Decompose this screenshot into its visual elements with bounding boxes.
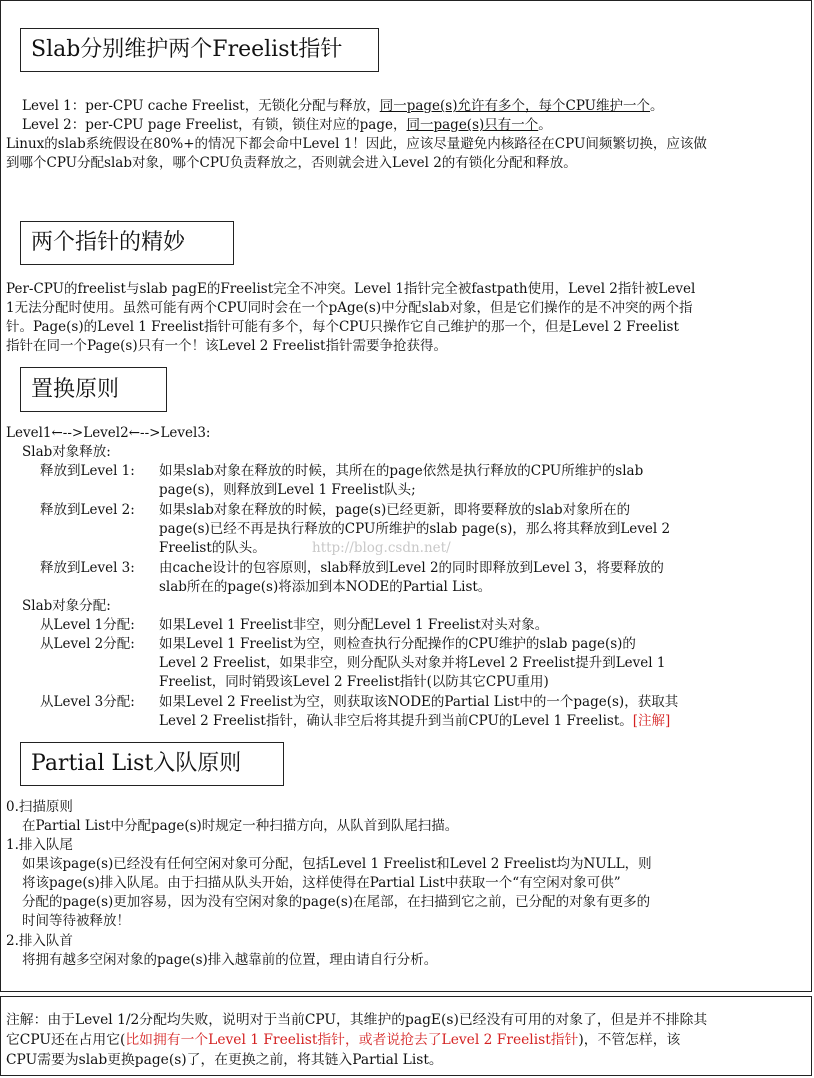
alloc-l2-text-2: Level 2 Freelist，如果非空，则分配队头对象并将Level 2 Freelist提升到Level 1 (159, 655, 666, 671)
tail-rule-text-3: 分配的page(s)更加容易，因为没有空闲对象的page(s)在尾部，在扫描到它之前，已分配的对象有更多的 (22, 894, 651, 910)
tail-rule-text-1: 如果该page(s)已经没有任何空闲对象可分配，包括Level 1 Freelist和Level 2 Freelist均为NULL，则 (22, 856, 652, 872)
level-chain: Level1←-->Level2←-->Level3: (6, 425, 211, 441)
footnote-line-3: CPU需要为slab更换page(s)了，在更换之前，将其链入Partial List。 (6, 1052, 443, 1068)
release-l2-label: 释放到Level 2: (40, 502, 135, 518)
alloc-title: Slab对象分配: (22, 598, 111, 614)
heading-partial-list: Partial List入队原则 (20, 742, 284, 786)
alloc-l2-label: 从Level 2分配: (40, 636, 135, 652)
heading-replacement-rules: 置换原则 (20, 367, 167, 412)
tail-rule-text-2: 将该page(s)排入队尾。由于扫描从队头开始，这样使得在Partial List中获取一个“有空闲对象可供” (22, 875, 621, 891)
release-l3-text-1: 由cache设计的包容原则，slab释放到Level 2的同时即释放到Level 3，将要释放的 (159, 560, 664, 576)
alloc-l3-label: 从Level 3分配: (40, 694, 135, 710)
release-l2-text-1: 如果slab对象在释放的时候，page(s)已经更新，即将要释放的slab对象所在的 (159, 502, 631, 518)
section2-line-4: 指针在同一个Page(s)只有一个！该Level 2 Freelist指针需要争抢获得。 (6, 338, 447, 354)
alloc-l3-text-2: Level 2 Freelist指针，确认非空后将其提升到当前CPU的Level 1 Freelist。[注解] (159, 713, 671, 729)
alloc-l3-text-1: 如果Level 2 Freelist为空，则获取该NODE的Partial List中的一个page(s)，获取其 (159, 694, 679, 710)
alloc-l1-label: 从Level 1分配: (40, 617, 135, 633)
level1-line: Level 1：per-CPU cache Freelist，无锁化分配与释放，同一page(s)允许有多个，每个CPU维护一个。 (22, 98, 664, 114)
head-rule-text-1: 将拥有越多空闲对象的page(s)排入越靠前的位置，理由请自行分析。 (22, 952, 438, 968)
alloc-l2-text-1: 如果Level 1 Freelist为空，则检查执行分配操作的CPU维护的slab page(s)的 (159, 636, 636, 652)
release-title: Slab对象释放: (22, 444, 111, 460)
linux-paragraph-line-2: 到哪个CPU分配slab对象，哪个CPU负责释放之，否则就会进入Level 2的有锁化分配和释放。 (6, 155, 577, 171)
tail-rule-text-4: 时间等待被释放！ (22, 913, 130, 929)
note-link[interactable]: [注解] (632, 713, 671, 729)
alloc-l2-text-3: Freelist，同时销毁该Level 2 Freelist指针(以防其它CPU重用) (159, 674, 549, 690)
release-l1-label: 释放到Level 1: (40, 463, 135, 479)
section2-line-3: 针。Page(s)的Level 1 Freelist指针可能有多个，每个CPU只操作它自己维护的那一个，但是Level 2 Freelist (6, 319, 679, 335)
release-l1-text-2: page(s)，则释放到Level 1 Freelist队头; (159, 482, 416, 498)
release-l2-text-3: Freelist的队头。 (159, 540, 266, 556)
footnote-line-2: 它CPU还在占用它(比如拥有一个Level 1 Freelist指针，或者说抢去了Level 2 Freelist指针)，不管怎样，该 (6, 1032, 681, 1048)
alloc-l1-text-1: 如果Level 1 Freelist非空，则分配Level 1 Freelist对头对象。 (159, 617, 549, 633)
section2-line-2: 1无法分配时使用。虽然可能有两个CPU同时会在一个pAge(s)中分配slab对象，但是它们操作的是不冲突的两个指 (6, 300, 693, 316)
release-l2-text-2: page(s)已经不再是执行释放的CPU所维护的slab page(s)，那么将其释放到Level 2 (159, 521, 671, 537)
tail-rule-title: 1.排入队尾 (6, 837, 73, 853)
head-rule-title: 2.排入队首 (6, 933, 73, 949)
blog-watermark: http://blog.csdn.net/ (312, 540, 451, 556)
heading-pointer-subtlety: 两个指针的精妙 (20, 221, 234, 265)
linux-paragraph-line-1: Linux的slab系统假设在80%+的情况下都会命中Level 1！因此，应该尽量避免内核路径在CPU间频繁切换，应该做 (6, 136, 707, 152)
release-l3-text-2: slab所在的page(s)将添加到本NODE的Partial List。 (159, 579, 492, 595)
level2-line: Level 2：per-CPU page Freelist，有锁，锁住对应的page，同一page(s)只有一个。 (22, 117, 552, 133)
release-l3-label: 释放到Level 3: (40, 560, 135, 576)
scan-rule-text-1: 在Partial List中分配page(s)时规定一种扫描方向，从队首到队尾扫描。 (22, 818, 459, 834)
section2-line-1: Per-CPU的freelist与slab pagE的Freelist完全不冲突。Level 1指针完全被fastpath使用，Level 2指针被Level (6, 281, 696, 297)
heading-two-freelists: Slab分别维护两个Freelist指针 (20, 28, 379, 72)
scan-rule-title: 0.扫描原则 (6, 799, 73, 815)
release-l1-text-1: 如果slab对象在释放的时候，其所在的page依然是执行释放的CPU所维护的slab (159, 463, 644, 479)
footnote-line-1: 注解：由于Level 1/2分配均失败，说明对于当前CPU，其维护的pagE(s)已经没有可用的对象了，但是并不排除其 (6, 1012, 708, 1028)
